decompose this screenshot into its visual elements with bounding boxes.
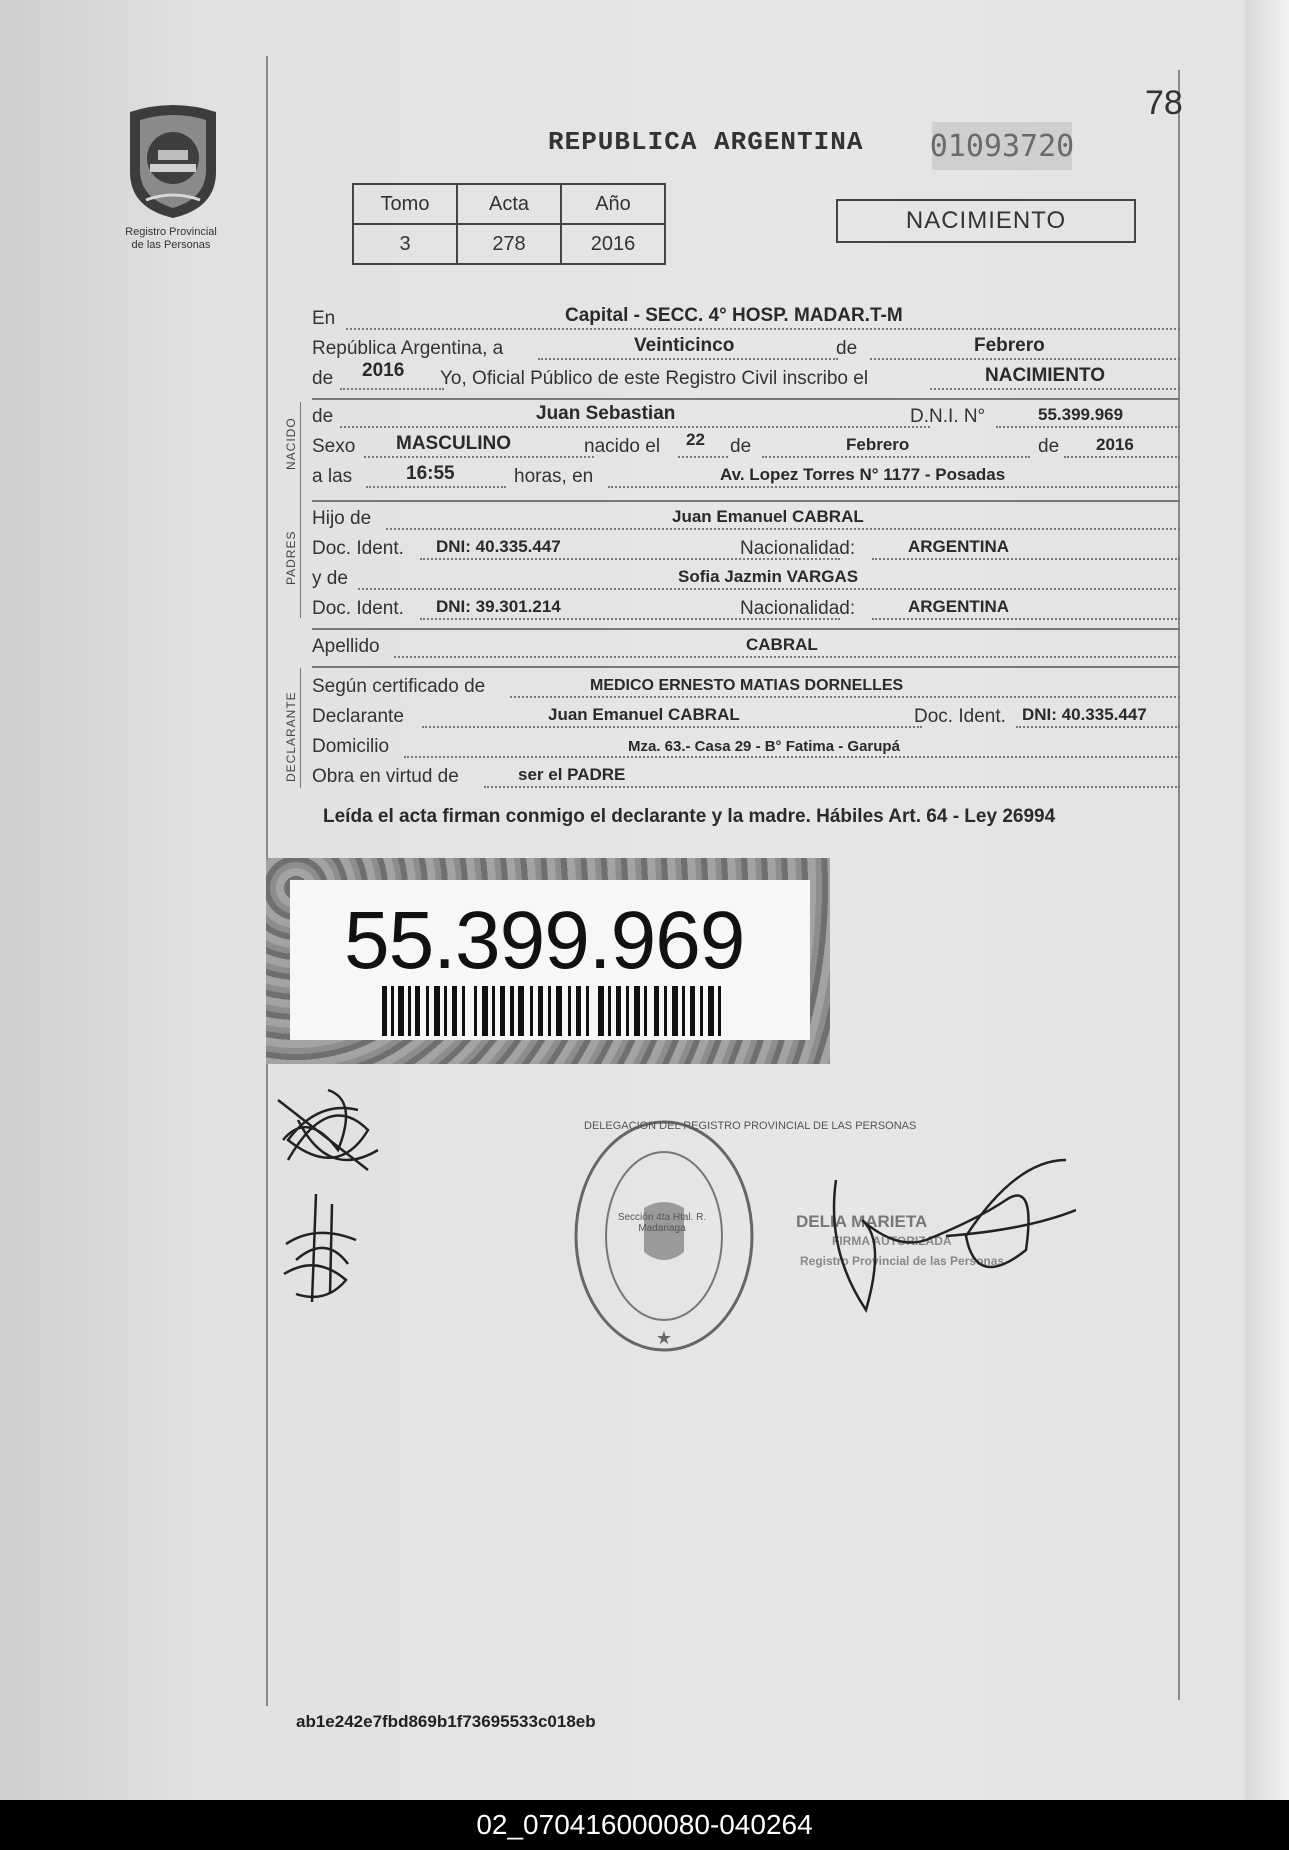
signature-declarante	[268, 1080, 388, 1190]
nacido-label: nacido el	[584, 436, 661, 457]
nacido-anio-value: 2016	[1096, 435, 1134, 454]
doc-madre-value: DNI: 39.301.214	[436, 597, 561, 616]
inscribo-value: NACIMIENTO	[985, 365, 1105, 386]
row-certificado	[312, 674, 1180, 698]
hijo-label: Hijo de	[312, 508, 372, 529]
republica-label: República Argentina, a	[312, 338, 504, 359]
inscribo-text: Yo, Oficial Público de este Registro Civil inscribo el	[440, 368, 869, 389]
row-inscribo	[312, 360, 1180, 390]
dotted-line	[1016, 724, 1180, 728]
apellido-value: CABRAL	[746, 635, 818, 654]
row-obra	[312, 764, 1180, 788]
closing-text: Leída el acta firman conmigo el declarante y la madre. Hábiles Art. 64 - Ley 26994	[323, 806, 1056, 827]
file-id: 02_070416000080-040264	[476, 1809, 813, 1840]
seal-inner-text: Sección 4ta Htal. R. Madariaga	[617, 1212, 707, 1234]
doc-declarante-label: Doc. Ident.	[914, 706, 1006, 727]
madre-value: Sofia Jazmin VARGAS	[678, 567, 859, 586]
nacido-de2-label: de	[1038, 436, 1060, 457]
domicilio-label: Domicilio	[312, 736, 390, 757]
nacionalidad-madre-value: ARGENTINA	[908, 597, 1010, 616]
serial-number: 01093720	[932, 122, 1072, 170]
sexo-label: Sexo	[312, 436, 356, 457]
official-stamp-registry: Registro Provincial de las Personas	[800, 1254, 1005, 1268]
tomo-acta-anio-table	[352, 183, 666, 265]
padres-divider	[300, 506, 301, 618]
barcode-card	[290, 880, 810, 1040]
row-hora	[312, 464, 1180, 488]
acta-header: Acta	[457, 184, 561, 224]
registry-caption-line-2: de las Personas	[131, 239, 211, 251]
dotted-line	[340, 386, 444, 390]
dni-barcode-sticker	[266, 858, 830, 1064]
year-value: 2016	[362, 360, 405, 381]
page-number: 78	[1145, 84, 1183, 122]
record-type-box: NACIMIENTO	[836, 199, 1136, 243]
section-separator	[312, 398, 1180, 400]
yde-label: y de	[312, 568, 348, 589]
month-value: Febrero	[974, 335, 1045, 356]
nacido-de-label: de	[730, 436, 752, 457]
barcode-number: 55.399.969	[344, 895, 745, 986]
dni-label: D.N.I. N°	[910, 406, 986, 427]
file-id-bar	[0, 1800, 1289, 1850]
nacionalidad-padre-value: ARGENTINA	[908, 537, 1010, 556]
signature-madre	[276, 1184, 376, 1308]
place-value: Capital - SECC. 4° HOSP. MADAR.T-M	[565, 305, 903, 326]
obra-label: Obra en virtud de	[312, 766, 459, 787]
side-label-declarante: DECLARANTE	[284, 691, 298, 782]
section-separator	[312, 628, 1180, 630]
seal-outer-text: DELEGACION DEL REGISTRO PROVINCIAL DE LAS PERSONAS	[584, 1120, 917, 1132]
dotted-line	[678, 454, 728, 458]
doc-padre-label: Doc. Ident.	[312, 538, 404, 559]
de-label: de	[836, 338, 858, 359]
doc-madre-label: Doc. Ident.	[312, 598, 404, 619]
nombre-value: Juan Sebastian	[536, 403, 676, 424]
official-stamp-role: FIRMA AUTORIZADA	[832, 1234, 952, 1248]
nacionalidad-padre-label: Nacionalidad:	[740, 538, 856, 559]
declarante-divider	[300, 668, 301, 788]
horas-label: horas, en	[514, 466, 594, 487]
side-label-nacido: NACIDO	[284, 417, 298, 470]
nacido-divider	[300, 402, 301, 508]
de-nombre-label: de	[312, 406, 334, 427]
row-sexo	[312, 430, 1180, 458]
nacido-dia-value: 22	[686, 430, 705, 449]
hora-value: 16:55	[406, 463, 455, 484]
lugar-value: Av. Lopez Torres N° 1177 - Posadas	[720, 465, 1006, 484]
apellido-label: Apellido	[312, 636, 380, 657]
page-edge	[1245, 0, 1289, 1800]
row-en	[312, 306, 1180, 330]
section-separator	[312, 500, 1180, 502]
nacionalidad-madre-label: Nacionalidad:	[740, 598, 856, 619]
certificado-value: MEDICO ERNESTO MATIAS DORNELLES	[590, 677, 904, 694]
official-stamp-name: DELIA MARIETA	[796, 1212, 928, 1231]
obra-value: ser el PADRE	[518, 765, 626, 784]
en-label: En	[312, 308, 336, 329]
nacido-mes-value: Febrero	[846, 435, 910, 454]
padre-value: Juan Emanuel CABRAL	[672, 507, 864, 526]
row-doc-padre	[312, 536, 1180, 560]
alas-label: a las	[312, 466, 353, 487]
row-nombre	[312, 404, 1180, 428]
registry-caption	[96, 226, 246, 252]
row-declarante	[312, 704, 1180, 728]
barcode-bars	[382, 986, 722, 1036]
signature-official	[826, 1140, 1076, 1320]
anio-value: 2016	[561, 224, 665, 264]
row-hijo	[312, 506, 1180, 530]
de-year-label: de	[312, 368, 334, 389]
document-title: REPUBLICA ARGENTINA	[548, 127, 864, 157]
declarante-value: Juan Emanuel CABRAL	[548, 705, 740, 724]
sexo-value: MASCULINO	[396, 433, 512, 454]
provincial-coat-of-arms-logo	[118, 100, 228, 220]
row-apellido	[312, 634, 1180, 658]
section-separator	[312, 666, 1180, 668]
domicilio-value: Mza. 63.- Casa 29 - B° Fatima - Garupá	[628, 738, 900, 755]
dni-value: 55.399.969	[1038, 405, 1124, 424]
svg-text:★: ★	[655, 1328, 673, 1349]
row-madre	[312, 566, 1180, 590]
side-label-padres: PADRES	[284, 530, 298, 585]
tomo-value: 3	[353, 224, 457, 264]
document-hash: ab1e242e7fbd869b1f73695533c018eb	[296, 1712, 596, 1731]
certificado-label: Según certificado de	[312, 676, 486, 697]
declarante-label: Declarante	[312, 706, 404, 727]
row-doc-madre	[312, 596, 1180, 620]
row-domicilio	[312, 734, 1180, 758]
registry-caption-line-1: Registro Provincial	[125, 226, 217, 238]
acta-value: 278	[457, 224, 561, 264]
tomo-header: Tomo	[353, 184, 457, 224]
doc-declarante-value: DNI: 40.335.447	[1022, 705, 1147, 724]
anio-header: Año	[561, 184, 665, 224]
doc-padre-value: DNI: 40.335.447	[436, 537, 561, 556]
row-republica	[312, 336, 1180, 360]
day-value: Veinticinco	[634, 335, 735, 356]
